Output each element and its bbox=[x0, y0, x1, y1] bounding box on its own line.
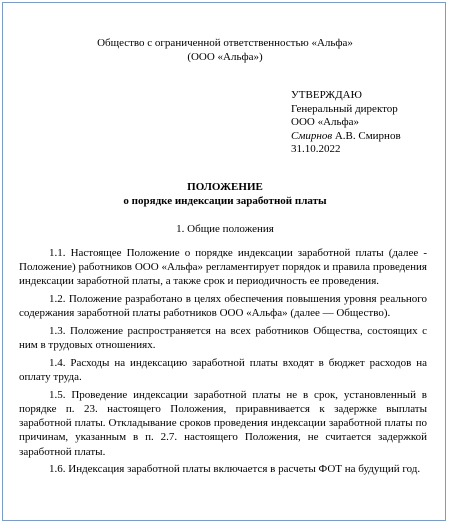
paragraph-1-2: 1.2. Положение разработано в целях обеспечения повышения уровня реального содержания заработной платы работников ООО «Альфа» (далее — Общество). bbox=[19, 293, 427, 320]
organization-short-name: (ООО «Альфа») bbox=[187, 51, 263, 63]
approver-name: А.В. Смирнов bbox=[334, 129, 401, 142]
document-page bbox=[2, 2, 446, 521]
section-title: 1. Общие положения bbox=[176, 223, 274, 235]
document-body bbox=[19, 246, 427, 480]
approval-block bbox=[291, 89, 401, 157]
organization-name: Общество с ограниченной ответственностью «Альфа» bbox=[97, 37, 353, 49]
approval-date: 31.10.2022 bbox=[291, 143, 341, 156]
document-title: ПОЛОЖЕНИЕ bbox=[187, 181, 263, 193]
paragraph-1-3: 1.3. Положение распространяется на всех работников Общества, состоящих с ним в трудовых отношениях. bbox=[19, 325, 427, 352]
approver-company: ООО «Альфа» bbox=[291, 116, 360, 129]
approver-position: Генеральный директор bbox=[291, 102, 398, 115]
paragraph-1-6: 1.6. Индексация заработной платы включается в расчеты ФОТ на будущий год. bbox=[49, 463, 421, 476]
approver-signature-line bbox=[291, 130, 401, 144]
paragraph-1-1: 1.1. Настоящее Положение о порядке индексации заработной платы (далее - Положение) работников ООО «Альфа» регламентирует порядок и правила проведения индексации заработной платы, а также срок и периодичность ее проведения. bbox=[19, 247, 427, 288]
approver-signature: Смирнов bbox=[291, 129, 333, 142]
document-subtitle: о порядке индексации заработной платы bbox=[123, 195, 327, 207]
approve-word: УТВЕРЖДАЮ bbox=[291, 89, 362, 101]
paragraph-1-4: 1.4. Расходы на индексацию заработной платы входят в бюджет расходов на оплату труда. bbox=[19, 356, 427, 384]
paragraph-1-5: 1.5. Проведение индексации заработной платы не в срок, установленный в порядке п. 23. настоящего Положения, приравнивается к задержке выплаты заработной платы. Откладывание сроков проведения индексации заработной платы по причинам, указанным в п. 2.7. настоящего Положения, не считается задержкой заработной платы. bbox=[19, 388, 427, 458]
